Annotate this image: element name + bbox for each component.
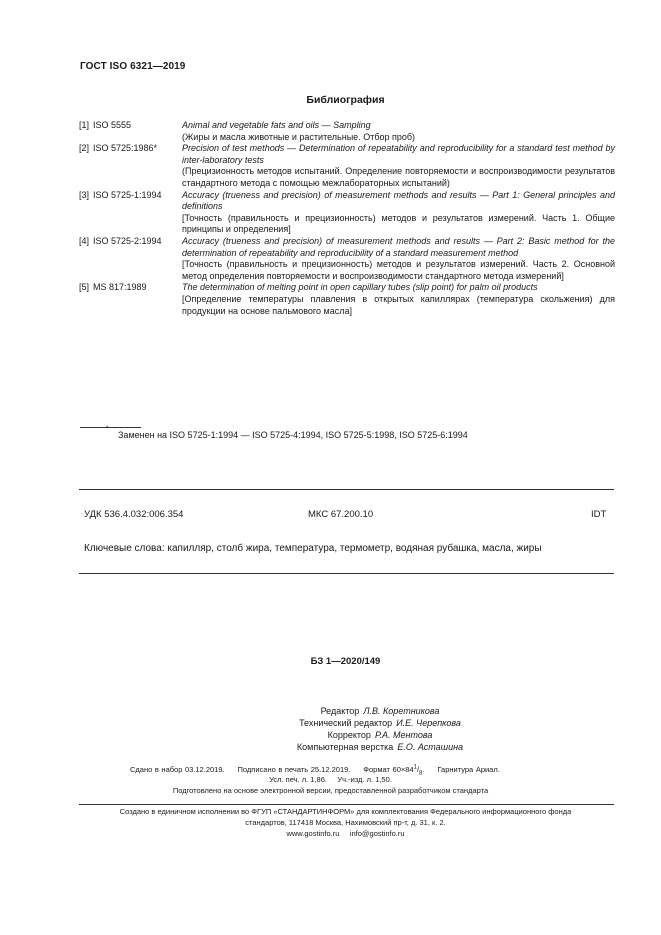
entry-code: ISO 5725-1:1994 [93,189,162,200]
prepared-note: Подготовлено на основе электронной версии, предоставленной разработчиком стандарта [172,786,489,795]
credit-role: Технический редактор [299,718,393,728]
mks-code: МКС 67.200.10 [308,509,374,520]
footnote-mark: * [106,426,109,432]
website-link[interactable]: www.gostinfo.ru [286,829,340,838]
entry-number: [3] [79,189,90,200]
email-link[interactable]: info@gostinfo.ru [349,829,405,838]
keywords-line: Ключевые слова: капилляр, столб жира, температура, термометр, водяная рубашка, масла, жиры [84,543,542,554]
creator-line-2: стандартов, 117418 Москва, Нахимовский пр-т, д. 31, к. 2. [245,818,446,827]
bz-number: БЗ 1—2020/149 [310,656,381,667]
entry-title-en: The determination of melting point in open capillary tubes (slip point) for palm oil products [182,282,538,293]
credit-row [200,741,560,753]
entry-title-ru: [Точность (правильность и прецизионность) методов и результатов измерений. Часть 1. Общие принципы и определения] [182,212,615,235]
credit-row [200,717,560,729]
entry-number: [5] [79,282,90,293]
entry-title-en: Accuracy (trueness and precision) of measurement methods and results — Part 2: Basic method for the determination of repeatability and reproducibility of a standard measurement method [182,235,615,258]
entry-title-ru: (Прецизионность методов испытаний. Определение повторяемости и воспроизводимости результатов стандартного метода с помощью межлабораторных испытаний) [182,166,615,188]
bibliography-entry [79,236,615,282]
submitted-date: Сдано в набор 03.12.2019. [130,765,225,774]
classification-bottom-rule [79,573,614,574]
entry-number: [1] [79,120,90,130]
entry-title-ru: (Жиры и масла животные и растительные. Отбор проб) [182,131,416,142]
entry-title-en: Precision of test methods — Determination of repeatability and reproducibility for a standard test method by inter-laboratory tests [182,143,615,165]
udk-code: УДК 536.4.032:006.354 [84,509,184,520]
entry-title-ru: [Точность (правильность и прецизионность) методов и результатов измерений. Часть 2. Основной метод определения повторяемости и воспроизводимости стандартного метода измерений] [182,259,615,281]
entry-title-ru: [Определение температуры плавления в открытых капиллярах (температура скольжения) для продукции на основе пальмового масла] [182,293,615,316]
standard-code-header: ГОСТ ISO 6321—2019 [80,61,186,72]
bibliography-entry [79,282,615,317]
credit-row [200,729,560,741]
credit-row [200,705,560,717]
print-sheets: Усл. печ. л. 1,86. [269,775,327,784]
entry-code: ISO 5725-2:1994 [93,235,162,246]
credit-name: Е.О. Асташина [397,742,464,752]
credits-block [200,705,560,753]
entry-title-en: Animal and vegetable fats and oils — Sampling [182,120,371,130]
entry-code: MS 817:1989 [93,282,147,293]
footnote-divider [80,427,141,428]
creator-rule [79,804,614,805]
credit-name: Р.А. Ментова [374,730,433,740]
idt-label: IDT [591,509,607,520]
format-denominator: 8 [419,770,423,777]
entry-code: ISO 5725:1986* [93,143,158,154]
format-numerator: 1 [413,764,417,771]
credit-role: Корректор [327,730,371,740]
publication-line-1: Сдано в набор 03.12.2019. Подписано в печать 25.12.2019. Формат $60\times 84^1/_8$. Гарнитура Ариал. [130,764,500,777]
bibliography-title: Библиография [306,94,385,106]
entry-number: [4] [79,235,90,246]
entry-number: [2] [79,143,90,154]
signed-date: Подписано в печать 25.12.2019. [237,765,351,774]
publisher-sheets: Уч.-изд. л. 1,50. [337,775,392,784]
creator-contacts [0,829,661,838]
creator-line-1: Создано в единичном исполнении во ФГУП «СТАНДАРТИНФОРМ» для комплектования Федерального информационного фонда [119,807,572,816]
format-label: Формат 60×84 [363,765,414,774]
entry-title-en: Accuracy (trueness and precision) of measurement methods and results — Part 1: General principles and definitions [182,189,615,212]
bibliography-entry [79,143,615,189]
credit-role: Редактор [320,706,360,716]
entry-code: ISO 5555 [93,120,132,130]
footnote-text: Заменен на ISO 5725-1:1994 — ISO 5725-4:1994, ISO 5725-5:1998, ISO 5725-6:1994 [118,430,468,440]
bibliography-list [79,120,615,317]
bibliography-entry [79,190,615,236]
credit-name: И.Е. Черепкова [396,718,461,728]
credit-name: Л.В. Коретникова [363,706,440,716]
typeface-label: Гарнитура Ариал. [437,765,500,774]
classification-top-rule [79,489,614,490]
publication-line-2 [0,775,661,784]
credit-role: Компьютерная верстка [296,742,394,752]
bibliography-entry [79,120,615,143]
